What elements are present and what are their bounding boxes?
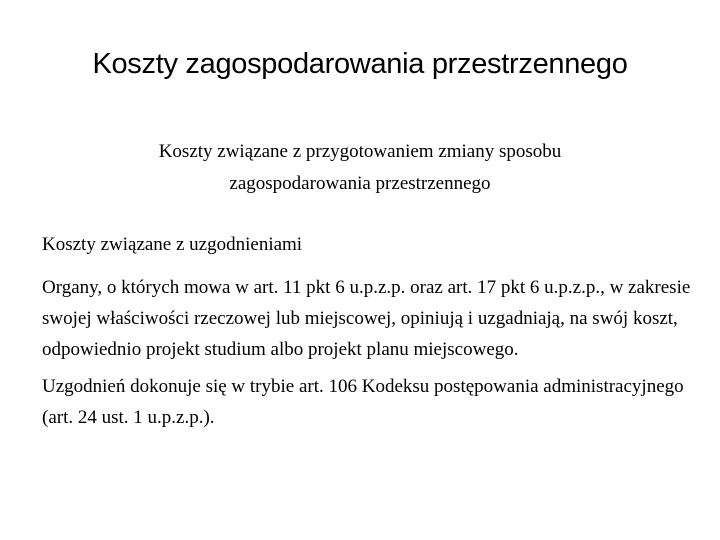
slide-subtitle [80, 136, 640, 200]
body-paragraph-2: Uzgodnień dokonuje się w trybie art. 106 Kodeksu postępowania administracyjnego (art. 24 ust. 1 u.p.z.p.). [42, 376, 684, 428]
section-heading: Koszty związane z uzgodnieniami [42, 234, 303, 255]
slide-title: Koszty zagospodarowania przestrzennego [92, 48, 628, 80]
subtitle-line-1: Koszty związane z przygotowaniem zmiany sposobu [158, 141, 562, 162]
subtitle-line-2: zagospodarowania przestrzennego [229, 173, 491, 194]
body-paragraph-1: Organy, o których mowa w art. 11 pkt 6 u.p.z.p. oraz art. 17 pkt 6 u.p.z.p., w zakresie swojej właściwości rzeczowej lub miejscowej, opiniują i uzgadniają, na swój koszt, odpowiednio projekt studium albo projekt planu miejscowego. [42, 277, 691, 360]
slide-body [42, 232, 692, 439]
